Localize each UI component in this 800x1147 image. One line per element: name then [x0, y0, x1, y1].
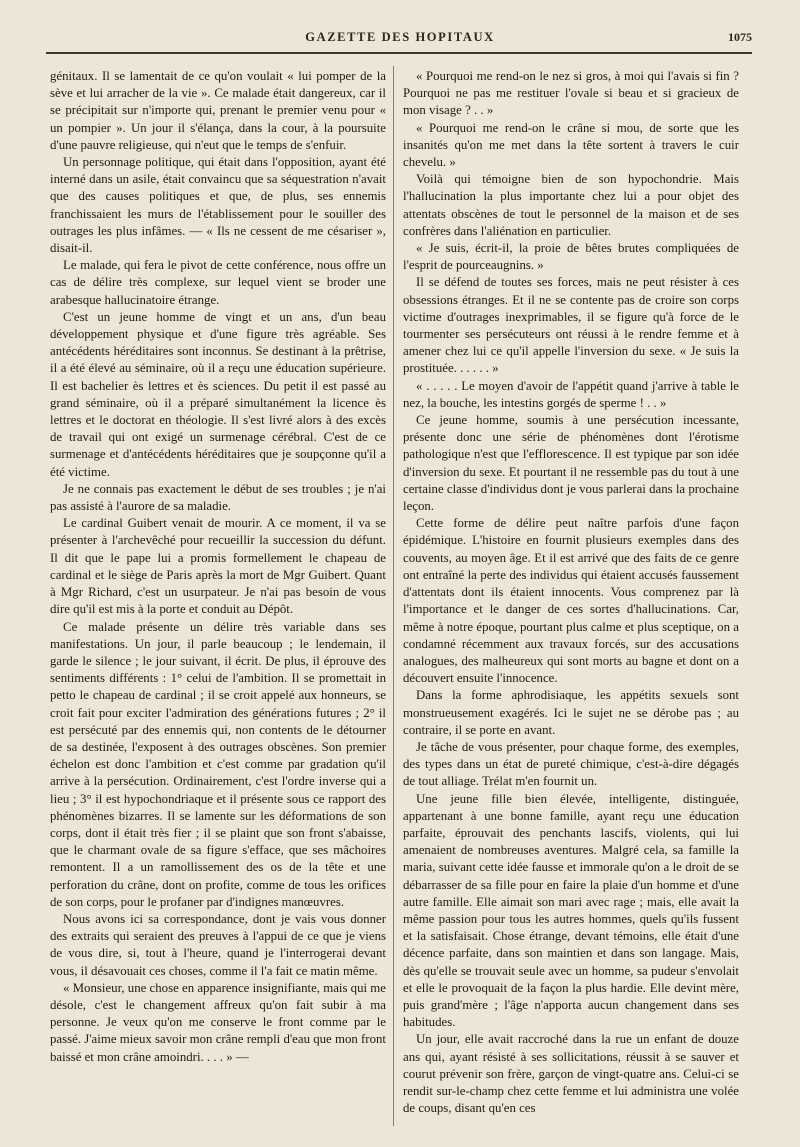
right-column	[403, 68, 739, 1120]
paragraph: « Pourquoi me rend-on le crâne si mou, de sorte que les insanités qu'on me met dans la tête sortent à travers le cuir chevelu. »	[403, 120, 739, 170]
paragraph: génitaux. Il se lamentait de ce qu'on voulait « lui pomper de la sève et lui arracher de la vie ». Ce malade était dangereux, car il se précipitait sur n'importe qui, prenant le premier venu pour « un pompier ». Un jour il s'élança, dans la cour, à la poursuite d'une pauvre religieuse, qui n'eut que le temps de s'enfuir.	[50, 69, 386, 152]
paragraph: « Je suis, écrit-il, la proie de bêtes brutes compliquées de l'esprit de pourceaugnins. »	[403, 241, 739, 273]
paragraph: C'est un jeune homme de vingt et un ans, d'un beau développement physique et d'une figure très agréable. Ses antécédents héréditaires sont inconnus. Se destinant à la prêtrise, il a été élevé au séminaire, où il a reçu une éducation supérieure. Il est bachelier ès lettres et ès sciences. Du petit il est passé au grand séminaire, où il a préparé simultanément la licence ès lettres et le doctorat en théologie. Il s'est livré alors à des excès de travail qui ont exigé un surmenage cérébral. C'est de ce surmenage et d'antécédents héréditaires que je soupçonne qu'il a été victime.	[50, 309, 386, 479]
journal-title: GAZETTE DES HOPITAUX	[305, 30, 495, 44]
paragraph: Un jour, elle avait raccroché dans la rue un enfant de douze ans qui, ayant résisté à ses sollicitations, réussit à se sauver et courut prévenir son frère, garçon de vingt-quatre ans. Celui-ci se rendit sur-le-champ chez cette femme et lui administra une volée de coups, disant qu'en ces	[403, 1032, 739, 1116]
paragraph: Le cardinal Guibert venait de mourir. A ce moment, il va se présenter à l'archevêché pour recueillir la succession du défunt. Il dit que le pape lui a promis formellement le chapeau de cardinal et le siège de Paris après la mort de Mgr Guibert. Quant à Mgr Richard, c'est un usurpateur. Je n'ai pas besoin de vous dire qu'il est mis à la porte et conduit au Dépôt.	[50, 516, 386, 617]
header-rule	[46, 52, 752, 54]
paragraph: Voilà qui témoigne bien de son hypochondrie. Mais l'hallucination la plus importante chez lui a pour objet des attentats obscènes de tout le personnel de la maison et de ses confrères dans l'aliénation en particulier.	[403, 172, 739, 238]
column-divider	[393, 66, 394, 1126]
left-column	[50, 68, 386, 1120]
paragraph: « . . . . . Le moyen d'avoir de l'appétit quand j'arrive à table le nez, la bouche, les intestins gorgés de sperme ! . . »	[403, 378, 739, 410]
paragraph: Ce malade présente un délire très variable dans ses manifestations. Un jour, il parle beaucoup ; le lendemain, il garde le silence ; le jour suivant, il écrit. De plus, il éprouve des sentiments différents : 1° celui de l'ambition. Il se promettait in petto le chapeau de cardinal ; il se croit appelé aux honneurs, se croit fait pour exciter l'admiration des générations futures ; 2° il est persécuté par des ennemis qui, non contents de le détourner de sa destinée, l'exposent à des outrages obscènes. Son premier échelon est donc l'ambition et c'est comme par gradation qu'il arrive à la persécution. Ordinairement, c'est l'ordre inverse qui a lieu ; 3° il est hypochondriaque et il présente sous ce rapport des phénomènes bizarres. Il se lamente sur les déformations de son corps, dont il était très fier ; il se plaint que son front s'abaisse, que le charmant ovale de sa figure s'efface, que ses mâchoires remontent. Il a un ramollissement des os de la tête et une perforation du crâne, dont on profite, comme de tous les orifices de son corps, pour le profaner par d'indignes manœuvres.	[50, 619, 386, 909]
paragraph: Dans la forme aphrodisiaque, les appétits sexuels sont monstrueusement exagérés. Ici le sujet ne se dérobe pas ; au contraire, il se porte en avant.	[403, 688, 739, 737]
paragraph: « Monsieur, une chose en apparence insignifiante, mais qui me désole, c'est le changement affreux qu'on fait subir à ma personne. Je veux qu'on me conserve le front comme par le passé. J'aime mieux savoir mon crâne rempli d'eau que mon front baissé et mon crâne amoindri. . . . » —	[50, 980, 386, 1064]
page-header	[48, 30, 752, 48]
paragraph: Le malade, qui fera le pivot de cette conférence, nous offre un cas de délire très complexe, sur lequel vient se broder une arabesque hallucinatoire étrange.	[50, 258, 386, 307]
paragraph: Je tâche de vous présenter, pour chaque forme, des exemples, des types dans un état de pureté chimique, c'est-à-dire dégagés de tout alliage. Trélat m'en fournit un.	[403, 739, 739, 789]
paragraph: Un personnage politique, qui était dans l'opposition, ayant été interné dans un asile, était convaincu que sa séquestration n'avait que des causes politiques et que, de plus, ses ennemis franchissaient les murs de l'établissement pour le souiller des outrages les plus infâmes. — « Ils ne cessent de me césariser », disait-il.	[50, 155, 386, 256]
paragraph: Je ne connais pas exactement le début de ses troubles ; je n'ai pas assisté à l'aurore de sa maladie.	[50, 481, 386, 514]
paragraph: Il se défend de toutes ses forces, mais ne peut résister à ces obsessions étranges. Et il ne se contente pas de croire son corps victime d'outrages inexprimables, il se figure qu'à force de le tourmenter ses persécuteurs ont réussi à le rendre femme et à amener chez lui ce qu'il appelle l'inversion du sexe. « Je suis la prostituée. . . . . . »	[403, 275, 739, 376]
paragraph: Ce jeune homme, soumis à une persécution incessante, présente donc une série de phénomènes dont l'érotisme pathologique n'est que l'efflorescence. Il est typique par son idée d'inversion du sexe. Et pourtant il ne ressemble pas du tout à une certaine classe d'individus dont je vous parlerai dans la prochaine leçon.	[403, 413, 739, 514]
paragraph: Cette forme de délire peut naître parfois d'une façon épidémique. L'histoire en fournit plusieurs exemples dans des couvents, au moyen âge. Et il est arrivé que des faits de ce genre ont entraîné la perte des individus qui étaient accusés faussement d'attentats dont ils étaient innocents. Vous comprenez par là l'importance et le danger de ces sortes d'hallucinations. Car, même à notre époque, pourtant plus calme et plus sceptique, on a condamné récemment aux travaux forcés, sur des accusations analogues, des malheureux qui sont morts au bagne et dont on a découvert ensuite l'innocence.	[403, 516, 739, 686]
paragraph: Nous avons ici sa correspondance, dont je vais vous donner des extraits qui seraient des preuves à l'appui de ce que je viens de vous dire, si, tout à l'heure, quand je l'interrogerai devant vous, il désavouait ces choses, comme il l'a fait ce matin même.	[50, 911, 386, 978]
paragraph: Une jeune fille bien élevée, intelligente, distinguée, appartenant à une bonne famille, ayant reçu une éducation parfaite, éprouvait des penchants lascifs, violents, qui lui amenaient de nombreuses aventures. Malgré cela, sa famille la maria, suivant cette idée fausse et immorale qu'on a le droit de se débarrasser de sa fille pour en faire la plaie d'un homme et d'une autre famille. Elle aimait son mari avec rage ; mais, elle avait la même passion pour tous les autres hommes, quels qu'ils fussent et la satisfaisait. Chose étrange, devant témoins, elle était d'une décence parfaite, dans son maintien et dans son langage. Mais, dès qu'elle se trouvait seule avec un homme, sa pudeur s'envolait et elle le provoquait de la façon la plus hardie. Elle devint mère, puis grand'mère ; l'âge n'apporta aucun changement dans ses habitudes.	[403, 791, 739, 1030]
paragraph: « Pourquoi me rend-on le nez si gros, à moi qui l'avais si fin ? Pourquoi ne pas me restituer l'ovale si beau et si gracieux de mon visage ? . . »	[403, 69, 739, 118]
page-number: 1075	[728, 30, 752, 44]
